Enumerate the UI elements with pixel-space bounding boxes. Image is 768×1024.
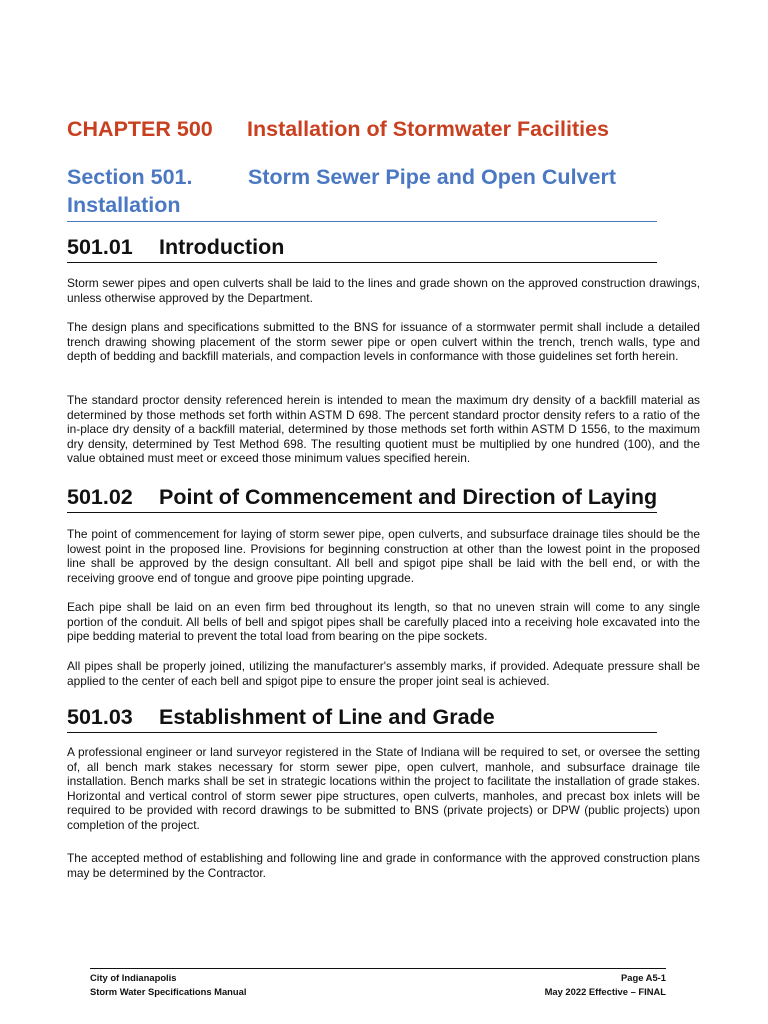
footer-left: [90, 971, 246, 998]
subsection-heading-501-03: [67, 705, 657, 733]
subsection-title: Point of Commencement and Direction of Laying: [159, 485, 658, 509]
footer-edition: May 2022 Effective – FINAL: [544, 985, 666, 997]
footer-divider: [90, 968, 666, 969]
paragraph: The design plans and specifications submitted to the BNS for issuance of a stormwater permit shall include a detailed trench drawing showing placement of the storm sewer pipe or open culvert within the trench, trench walls, type and depth of bedding and backfill materials, and compaction levels in conformance with those guidelines set forth herein.: [67, 320, 700, 364]
section-number: Section 501.: [67, 165, 193, 189]
paragraph: Each pipe shall be laid on an even firm bed throughout its length, so that no uneven strain will come to any single portion of the conduit. All bells of bell and spigot pipes shall be carefully placed into a receiving hole excavated into the pipe bedding material to prevent the total load from bearing on the pipe sockets.: [67, 600, 700, 644]
chapter-heading: [67, 117, 707, 142]
subsection-number: 501.01: [67, 235, 133, 259]
section-title: Storm Sewer Pipe and Open Culvert Installation: [67, 165, 616, 217]
subsection-number: 501.03: [67, 705, 133, 729]
footer-page-number: Page A5-1: [621, 972, 666, 983]
subsection-title: Introduction: [159, 235, 285, 259]
section-heading: [67, 163, 657, 222]
footer-right: [545, 971, 666, 998]
subsection-heading-501-02: [67, 485, 657, 513]
paragraph: The point of commencement for laying of storm sewer pipe, open culverts, and subsurface drainage tiles should be the lowest point in the proposed line. Provisions for beginning construction at other than the lowest point in the proposed line shall be approved by the design consultant. All bell and spigot pipe shall be laid with the bell end, or with the receiving groove end of tongue and groove pipe pointing upgrade.: [67, 527, 700, 585]
paragraph: A professional engineer or land surveyor registered in the State of Indiana will be required to set, or oversee the setting of, all bench mark stakes necessary for storm sewer pipe, open culvert, manhole, and subsurface drainage tile installation. Bench marks shall be set in strategic locations within the project to facilitate the installation of grade stakes. Horizontal and vertical control of storm sewer pipe structures, open culverts, manholes, and precast box inlets will be required to be provided with record drawings to be submitted to BNS (private projects) or DPW (public projects) upon completion of the project.: [67, 745, 700, 832]
chapter-title: Installation of Stormwater Facilities: [247, 117, 609, 141]
subsection-number: 501.02: [67, 485, 133, 509]
chapter-number: CHAPTER 500: [67, 117, 213, 141]
subsection-heading-501-01: [67, 235, 657, 263]
paragraph: All pipes shall be properly joined, utilizing the manufacturer's assembly marks, if provided. Adequate pressure shall be applied to the center of each bell and spigot pipe to ensure the proper joint seal is achieved.: [67, 659, 700, 688]
footer-org: City of Indianapolis: [90, 972, 177, 983]
subsection-title: Establishment of Line and Grade: [159, 705, 495, 729]
footer-manual: Storm Water Specifications Manual: [90, 985, 247, 997]
paragraph: Storm sewer pipes and open culverts shall be laid to the lines and grade shown on the approved construction drawings, unless otherwise approved by the Department.: [67, 276, 700, 305]
paragraph: The standard proctor density referenced herein is intended to mean the maximum dry density of a backfill material as determined by those methods set forth within ASTM D 698. The percent standard proctor density refers to a ratio of the in-place dry density of a backfill material, determined by those methods set forth within ASTM D 1556, to the maximum dry density, determined by Test Method 698. The resulting quotient must be multiplied by one hundred (100), and the value obtained must meet or exceed those minimum values specified herein.: [67, 393, 700, 466]
paragraph: The accepted method of establishing and following line and grade in conformance with the approved construction plans may be determined by the Contractor.: [67, 851, 700, 880]
